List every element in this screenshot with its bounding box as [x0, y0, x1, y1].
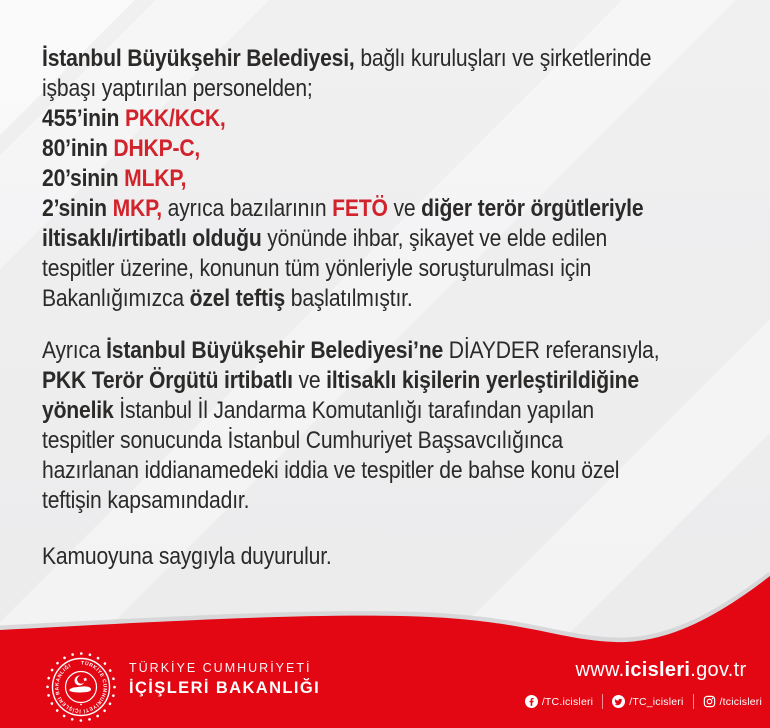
website-suffix: .gov.tr [690, 659, 747, 681]
text-line: İstanbul Büyükşehir Belediyesi, bağlı kuruluşları ve şirketlerinde [42, 45, 652, 72]
separator [602, 694, 603, 709]
twitter-icon [612, 695, 625, 708]
facebook-icon [525, 695, 538, 708]
website-prefix: www. [575, 659, 625, 681]
ministry-name-line1: TÜRKİYE CUMHURİYETİ [129, 661, 312, 675]
paragraph-investigation [42, 44, 758, 314]
text-line: 2’sinin MKP, ayrıca bazılarının FETÖ ve diğer terör örgütleriyle [42, 195, 644, 222]
website-domain: icisleri [624, 659, 691, 681]
twitter-handle: /TC_icisleri [629, 695, 684, 708]
text-line: Bakanlığımızca özel teftiş başlatılmıştır. [42, 285, 413, 312]
separator [693, 694, 694, 709]
emblem-circular-text: TÜRKİYE CUMHURİYETİ İÇİŞLERİ BAKANLIĞI [54, 660, 108, 714]
text-line: Ayrıca İstanbul Büyükşehir Belediyesi’ne DİAYDER referansıyla, [42, 337, 660, 364]
text-line: PKK Terör Örgütü irtibatlı ve iltisaklı kişilerin yerleştirildiğine [42, 367, 639, 394]
ministry-name-line2: İÇİŞLERİ BAKANLIĞI [129, 679, 321, 697]
text-line: 20’sinin MLKP, [42, 165, 187, 192]
ministry-emblem [42, 648, 120, 726]
instagram-icon [703, 695, 716, 708]
social-links [525, 694, 762, 709]
text-line: yönelik İstanbul İl Jandarma Komutanlığı tarafından yapılan [42, 397, 594, 424]
instagram-handle: /tcicisleri [719, 695, 762, 708]
paragraph-diayder [42, 336, 758, 516]
turkey-map-icon [69, 686, 91, 692]
text-line: hazırlanan iddianamedeki iddia ve tespitler de bahse konu özel [42, 457, 620, 484]
announcement-text [42, 44, 758, 572]
crescent-star-icon [75, 676, 88, 686]
text-line: Kamuoyuna saygıyla duyurulur. [42, 543, 332, 570]
text-line: tespitler üzerine, konunun tüm yönleriyle soruşturulması için [42, 255, 592, 282]
website-url[interactable] [566, 659, 756, 682]
twitter-link[interactable] [612, 695, 683, 708]
text-line: tespitler sonucunda İstanbul Cumhuriyet Başsavcılığınca [42, 427, 563, 454]
instagram-link[interactable] [703, 695, 762, 708]
text-line: teftişin kapsamındadır. [42, 487, 250, 514]
facebook-link[interactable] [525, 695, 593, 708]
text-line: 80’inin DHKP-C, [42, 135, 201, 162]
facebook-handle: /TC.icisleri [541, 695, 594, 708]
text-line: işbaşı yaptırılan personelden; [42, 75, 313, 102]
text-line: 455’inin PKK/KCK, [42, 105, 226, 132]
ministry-wordmark [129, 661, 320, 698]
text-line: iltisaklı/irtibatlı olduğu yönünde ihbar, şikayet ve elde edilen [42, 225, 608, 252]
